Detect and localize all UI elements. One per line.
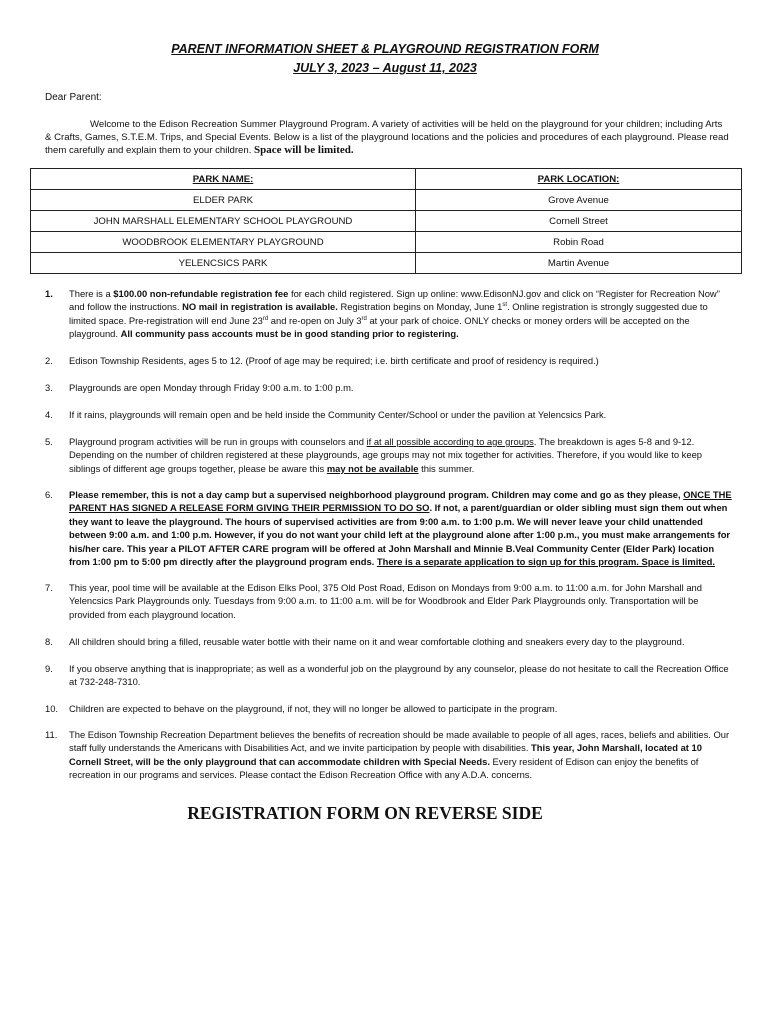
rule-text: Edison Township Residents, ages 5 to 12. (Proof of age may be required; i.e. birth certificate and proof of residency is required.) (69, 355, 599, 366)
rule-text: Children are expected to behave on the playground, if not, they will no longer be allowed to participate in the program. (69, 703, 558, 714)
table-header-row (31, 169, 742, 190)
rule-number: 10. (45, 703, 59, 714)
rule-number: 3. (45, 382, 53, 393)
rule-text: Please remember, this is not a day camp but a supervised neighborhood playground program. Children may come and go as they please, ONCE THE PARENT HAS SIGNED A RELEASE FORM GIVING THEIR PERMISSION TO DO SO. If not, a parent/guardian or older sibling must sign them out when they want to leave the playground. The hours of supervised activities are from 9:00 a.m. to 1:00 p.m. We will never leave your child unattended between 9:00 a.m. and 1:00 p.m. However, if you do not want your child left at the playground alone after 1:00 p.m., you must make arrangements for his/her care. This year a PILOT AFTER CARE program will be offered at John Marshall and Minnie B.Veal Community Center (Elder Park) location from 1:00 pm to 5:00 pm directly after the playground program ends. There is a separate application to sign up for this program. Space is limited. (69, 489, 732, 568)
table-row (31, 232, 742, 253)
intro-text: Welcome to the Edison Recreation Summer Playground Program. A variety of activities will be held on the playground for your children; including Arts & Crafts, Games, S.T.E.M. Trips, and Special Events. Below is a list of the playground locations and the policies and procedures of each playground. Please read them carefully and explain them to your children. (45, 119, 729, 157)
document-title: PARENT INFORMATION SHEET & PLAYGROUND REGISTRATION FORM (171, 42, 599, 56)
park-name: YELENCSICS PARK (31, 253, 416, 274)
table-row (31, 190, 742, 211)
rule-4 (45, 408, 735, 421)
intro-emphasis: Space will be limited. (254, 144, 354, 157)
table-row (31, 253, 742, 274)
park-name: ELDER PARK (31, 190, 416, 211)
park-name: JOHN MARSHALL ELEMENTARY SCHOOL PLAYGROUND (31, 211, 416, 232)
rule-9 (45, 662, 735, 689)
park-location: Cornell Street (416, 211, 742, 232)
reverse-side-notice: REGISTRATION FORM ON REVERSE SIDE (187, 803, 543, 823)
rule-text: All children should bring a filled, reusable water bottle with their name on it and wear comfortable clothing and sneakers every day to the playground. (69, 636, 685, 647)
rule-7 (45, 581, 735, 621)
rule-number: 1. (45, 288, 53, 299)
greeting: Dear Parent: (45, 92, 102, 103)
rule-number: 2. (45, 355, 53, 366)
program-dates: JULY 3, 2023 – August 11, 2023 (293, 61, 477, 75)
rule-number: 7. (45, 582, 53, 593)
rule-text: This year, pool time will be available at the Edison Elks Pool, 375 Old Post Road, Edison on Mondays from 9:00 a.m. to 11:00 a.m. for John Marshall and Yelencsics Park Playgrounds only. Tuesdays from 9:00 a.m. to 11:00 a.m. will be for Woodbrook and Elder Park Playgrounds only. Transportation will be provided from each playground location. (69, 582, 702, 620)
rule-text: If you observe anything that is inappropriate; as well as a wonderful job on the playground by any counselor, please do not hesitate to call the Recreation Office at 732-248-7310. (69, 663, 729, 688)
parks-table (30, 168, 742, 274)
header-park-location: PARK LOCATION: (416, 169, 742, 190)
rule-10 (45, 702, 735, 715)
rule-3 (45, 381, 735, 394)
park-location: Martin Avenue (416, 253, 742, 274)
rule-number: 6. (45, 489, 53, 500)
rule-text: Playgrounds are open Monday through Friday 9:00 a.m. to 1:00 p.m. (69, 382, 354, 393)
rule-8 (45, 635, 735, 648)
park-location: Grove Avenue (416, 190, 742, 211)
park-location: Robin Road (416, 232, 742, 253)
rule-text: The Edison Township Recreation Department believes the benefits of recreation should be made available to people of all ages, races, beliefs and abilities. Our staff fully understands the Americans with Disabilities Act, and we invite participation by people with disabilities. This year, John Marshall, located at 10 Cornell Street, will be the only playground that can accommodate children with Special Needs. Every resident of Edison can enjoy the benefits of recreation in our programs and services. Please contact the Edison Recreation Office with any A.D.A. concerns. (69, 729, 730, 781)
rule-number: 9. (45, 663, 53, 674)
rule-number: 11. (45, 729, 58, 740)
rule-text: There is a $100.00 non-refundable registration fee for each child registered. Sign up online: www.EdisonNJ.gov and click on “Register for Recreation Now” and follow the instructions. NO mail in registration is available. Registration begins on Monday, June 1st. Online registration is strongly suggested due to limited space. Pre-registration will end June 23rd and re-open on July 3rd at your park of choice. ONLY checks or money orders will be accepted on the playground. All community pass accounts must be in good standing prior to registering. (69, 288, 720, 340)
rule-11 (45, 728, 735, 782)
rule-6 (45, 488, 735, 568)
rule-1 (45, 287, 735, 341)
rule-number: 4. (45, 409, 53, 420)
header-park-name: PARK NAME: (31, 169, 416, 190)
rule-number: 8. (45, 636, 53, 647)
rule-text: If it rains, playgrounds will remain open and be held inside the Community Center/School or under the pavilion at Yelencsics Park. (69, 409, 607, 420)
rule-5 (45, 435, 735, 475)
rule-2 (45, 354, 735, 367)
rule-text: Playground program activities will be run in groups with counselors and if at all possible according to age groups. The breakdown is ages 5-8 and 9-12. Depending on the number of children registered at these playgrounds, age groups may not mix together for activities. Therefore, if you would like to keep siblings of different age groups together, please be aware this may not be available this summer. (69, 436, 702, 474)
table-row (31, 211, 742, 232)
intro-paragraph (45, 118, 731, 158)
rule-number: 5. (45, 436, 53, 447)
park-name: WOODBROOK ELEMENTARY PLAYGROUND (31, 232, 416, 253)
